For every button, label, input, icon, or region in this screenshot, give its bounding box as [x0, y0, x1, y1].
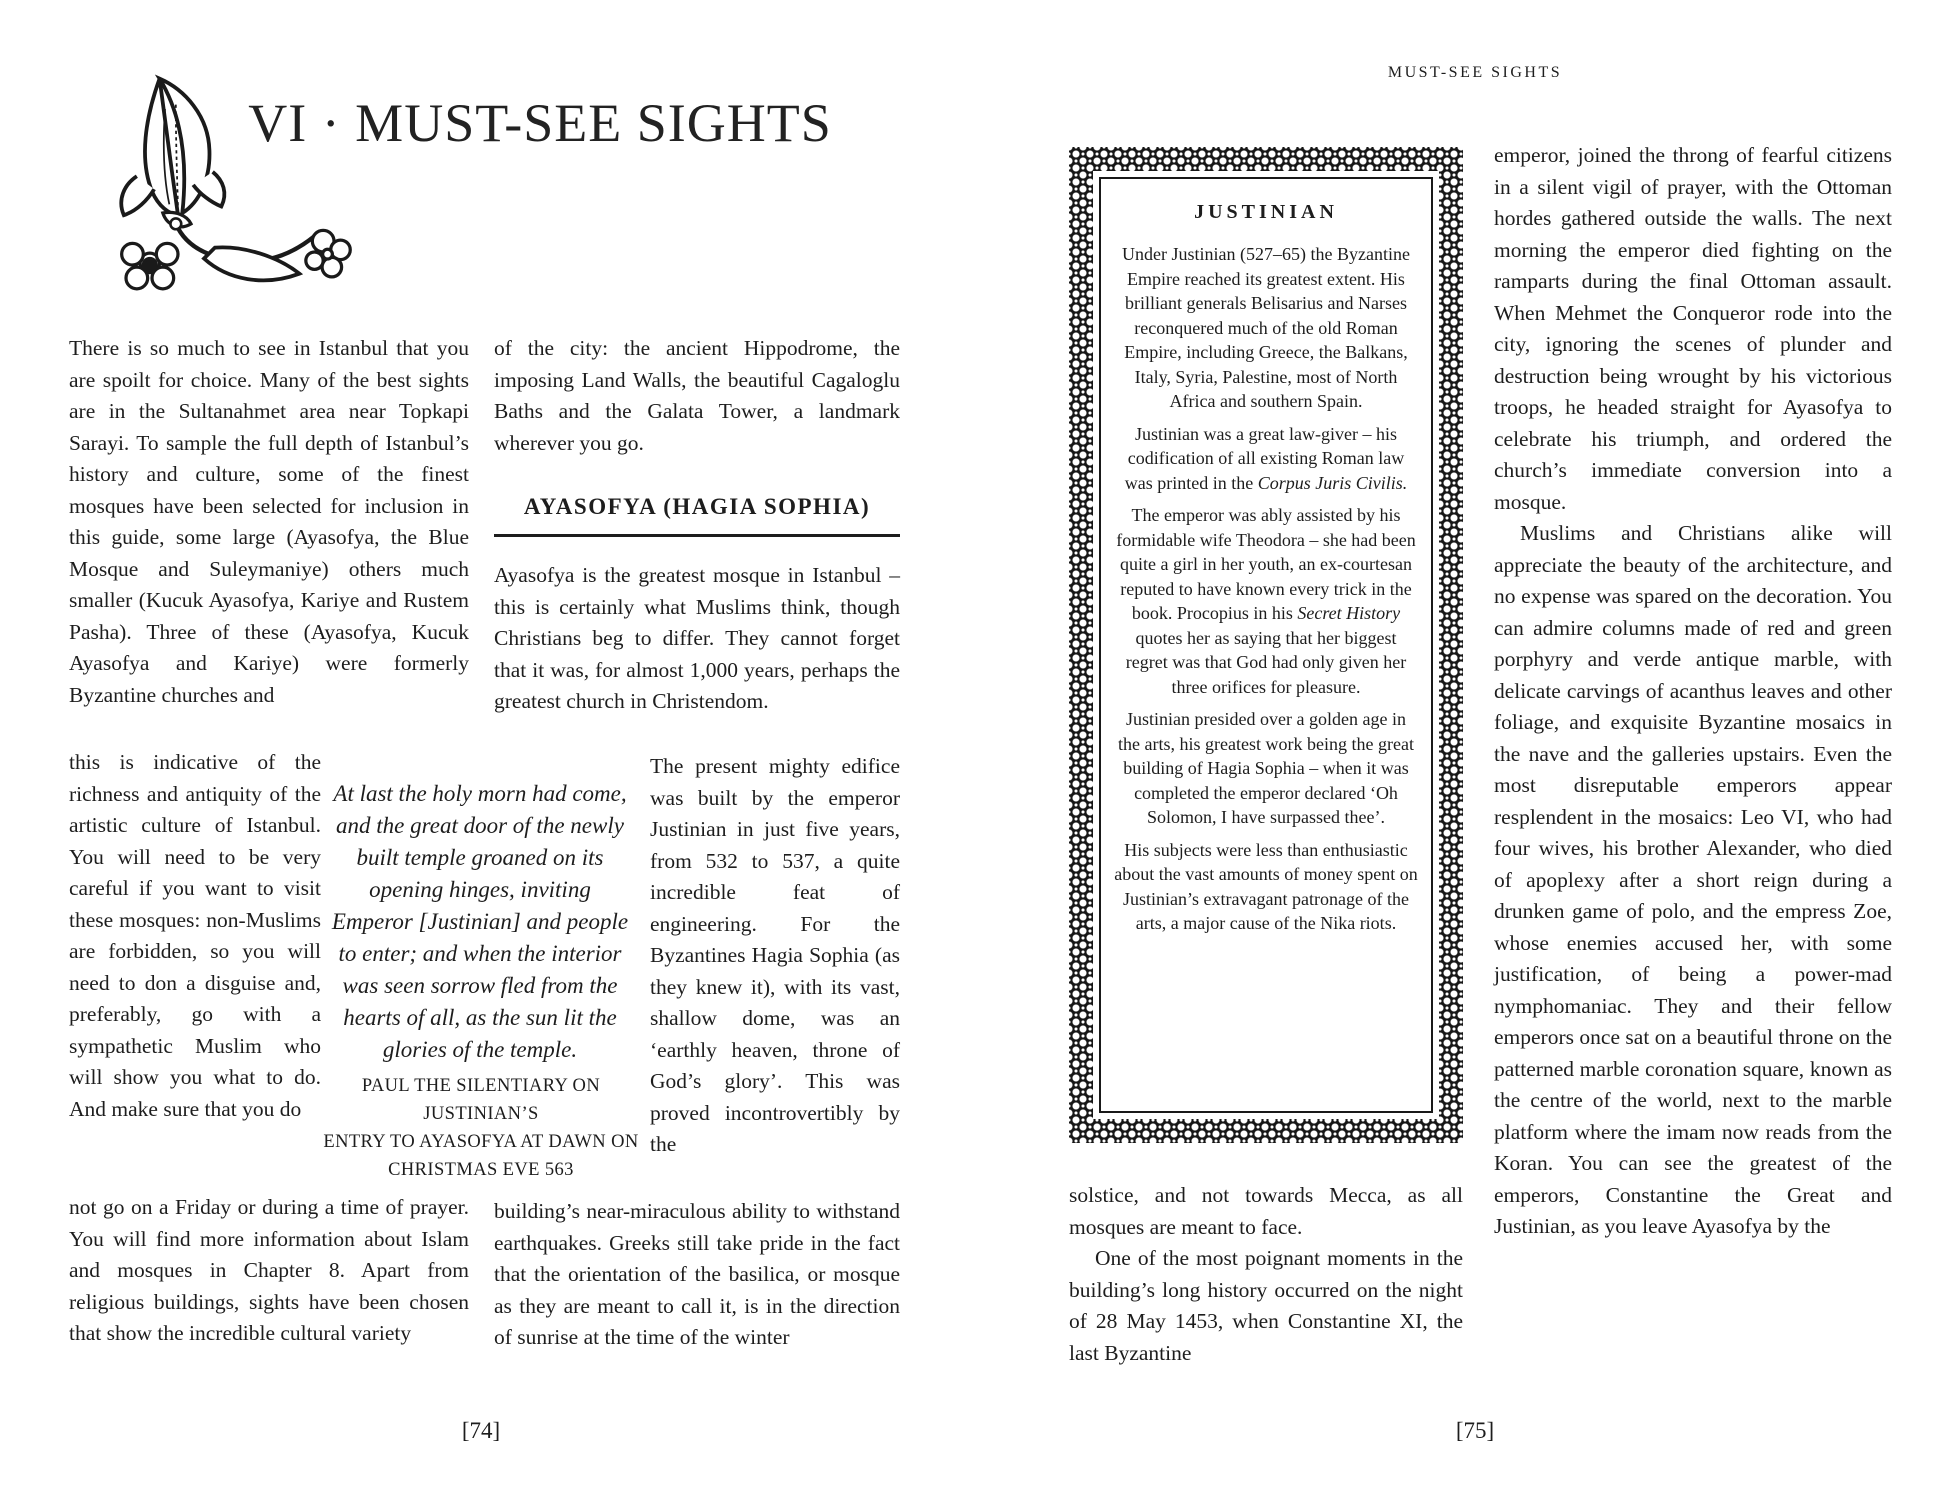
sidebar-paragraph-italic: Corpus Juris Civilis. — [1257, 472, 1408, 493]
left-page-col1-text-narrow: this is indicative of the richness and antiquity of the artistic culture of Istanbul. You will need to be very careful if you want to visit these mosques: non-Muslims are forbidden, so you will need to don a disguise and, preferably, go with a sympathetic Muslim who will show you what to do. And make sure that you do — [69, 750, 321, 1121]
pull-quote-attribution — [308, 1072, 654, 1184]
body-paragraph: solstice, and not towards Mecca, as all mosques are meant to face. — [1069, 1183, 1463, 1239]
pull-quote-attribution-line: CHRISTMAS EVE 563 — [388, 1160, 574, 1180]
left-page-col1-text-top: There is so much to see in Istanbul that you are spoilt for choice. Many of the best sights are in the Sultanahmet area near Topkapi Sarayi. To sample the full depth of Istanbul’s history and culture, some of the finest mosques have been selected for inclusion in this guide, some large (Ayasofya, the Blue Mosque and Suleymaniye) others much smaller (Kucuk Ayasofya, Kariye and Rustem Pasha). Three of these (Ayasofya, Kucuk Ayasofya and Kariye) were formerly Byzantine churches and — [69, 336, 469, 707]
sidebar-paragraph-italic: Secret History — [1297, 603, 1401, 623]
section-heading: AYASOFYA (HAGIA SOPHIA) — [523, 494, 871, 519]
section-heading-rule — [494, 534, 900, 537]
left-page-col2-text-mid: Ayasofya is the greatest mosque in Istanbul – this is certainly what Muslims think, though Christians beg to differ. They cannot forget that it was, for almost 1,000 years, perhaps the greatest church in Christendom. — [494, 563, 900, 713]
sidebar-paragraph-text: quotes her as saying that her biggest regret was that God had only given her three orifices for pleasure. — [1125, 627, 1407, 697]
sidebar-body — [1113, 242, 1419, 936]
sidebar-paragraph — [1113, 503, 1419, 699]
sidebar-paragraph: His subjects were less than enthusiastic about the vast amounts of money spent on Justinian’s extravagant patronage of the arts, a major cause of the Nika riots. — [1114, 839, 1418, 933]
body-paragraph: emperor, joined the throng of fearful citizens in a silent vigil of prayer, with the Ottoman hordes gathered outside the walls. The next morning the emperor died fighting on the ramparts during the final Ottoman assault. When Mehmet the Conqueror rode into the city, ignoring the scenes of plunder and destruction being wrought by his victorious troops, he headed straight for Ayasofya to celebrate his triumph, and ordered the church’s immediate conversion into a mosque. — [1494, 143, 1892, 514]
sidebar-paragraph — [1113, 422, 1419, 496]
pull-quote-attribution-line: PAUL THE SILENTIARY ON JUSTINIAN’S — [361, 1076, 601, 1124]
pull-quote: At last the holy morn had come, and the great door of the newly built temple groaned on its opening hinges, inviting Emperor [Justinian] and people to enter; and when the interior was seen sorrow fled from the hearts of all, as the sun lit the glories of the temple. — [331, 781, 629, 1062]
pull-quote-attribution-line: ENTRY TO AYASOFYA AT DAWN ON — [323, 1132, 639, 1152]
sidebar-paragraph: Justinian presided over a golden age in the arts, his greatest work being the great building of Hagia Sophia – when it was completed the emperor declared ‘Oh Solomon, I have surpassed thee’. — [1118, 709, 1414, 827]
left-page-col2-text-top: of the city: the ancient Hippodrome, the imposing Land Walls, the beautiful Cagaloglu Baths and the Galata Tower, a landmark wherever you go. — [494, 336, 900, 455]
body-paragraph: One of the most poignant moments in the building’s long history occurred on the night of 28 May 1453, when Constantine XI, the last Byzantine — [1069, 1246, 1463, 1365]
chapter-title: VI · MUST-SEE SIGHTS — [248, 93, 832, 153]
left-page-col2-text-bottom: building’s near-miraculous ability to withstand earthquakes. Greeks still take pride in the fact that the orientation of the basilica, or mosque as they are meant to call it, is in the direction of sunrise at the time of the winter — [494, 1199, 900, 1349]
sidebar-paragraph: Under Justinian (527–65) the Byzantine Empire reached its greatest extent. His brilliant generals Belisarius and Narses reconquered much of the old Roman Empire, including Greece, the Balkans, Italy, Syria, Palestine, most of North Africa and southern Spain. — [1122, 244, 1410, 411]
right-page-col2-text — [1494, 140, 1892, 1243]
sidebar-paragraph-text: The emperor was ably assisted by his formidable wife Theodora – she had been quite a girl in her youth, an ex-courtesan reputed to have known every trick in the book. Procopius in his — [1116, 505, 1416, 623]
page-number-right: [75] — [1455, 1418, 1495, 1443]
page-number-left: [74] — [461, 1418, 501, 1443]
sidebar-paragraph-text: Justinian was a great law-giver – his codification of all existing Roman law was printed in the — [1124, 423, 1405, 493]
running-header: MUST-SEE SIGHTS — [1387, 64, 1563, 81]
body-paragraph: Muslims and Christians alike will appreciate the beauty of the architecture, and no expense was spared on the decoration. You can admire columns made of red and green porphyry and verde antique marble, with delicate carvings of acanthus leaves and other foliage, and exquisite Byzantine mosaics in the nave and the galleries upstairs. Even the most disreputable emperors appear resplendent in the mosaics: Leo VI, who had four wives, his brother Alexander, who died of apoplexy after a short reign during a drunken game of polo, and the empress Zoe, whose enemies accused her, with some justification, of being a power-mad nymphomaniac. They and their fellow emperors once sat on a beautiful throne on the patterned marble coronation square, known as the centre of the world, next to the marble platform where the imam now reads from the Koran. You can see the greatest of the emperors, Constantine the Great and Justinian, as you leave Ayasofya by the — [1494, 521, 1892, 1238]
left-page-col2-text-narrow: The present mighty edifice was built by the emperor Justinian in just five years, from 532 to 537, a quite incredible feat of engineering. For the Byzantines Hagia Sophia (as they knew it), with its vast, shallow dome, was an ‘earthly heaven, throne of God’s glory’. This was proved incontrovertibly by the — [650, 754, 900, 1156]
sidebar-title: JUSTINIAN — [1194, 201, 1338, 223]
sidebar-box-gap — [1093, 171, 1439, 1119]
sidebar-box-inner — [1099, 177, 1433, 1113]
right-page-col1-text — [1069, 1180, 1463, 1369]
sidebar-box — [1069, 147, 1463, 1143]
left-page-col1-text-bottom: not go on a Friday or during a time of prayer. You will find more information about Islam and mosques in Chapter 8. Apart from religious buildings, sights have been chosen that show the incredible cultural variety — [69, 1195, 469, 1345]
